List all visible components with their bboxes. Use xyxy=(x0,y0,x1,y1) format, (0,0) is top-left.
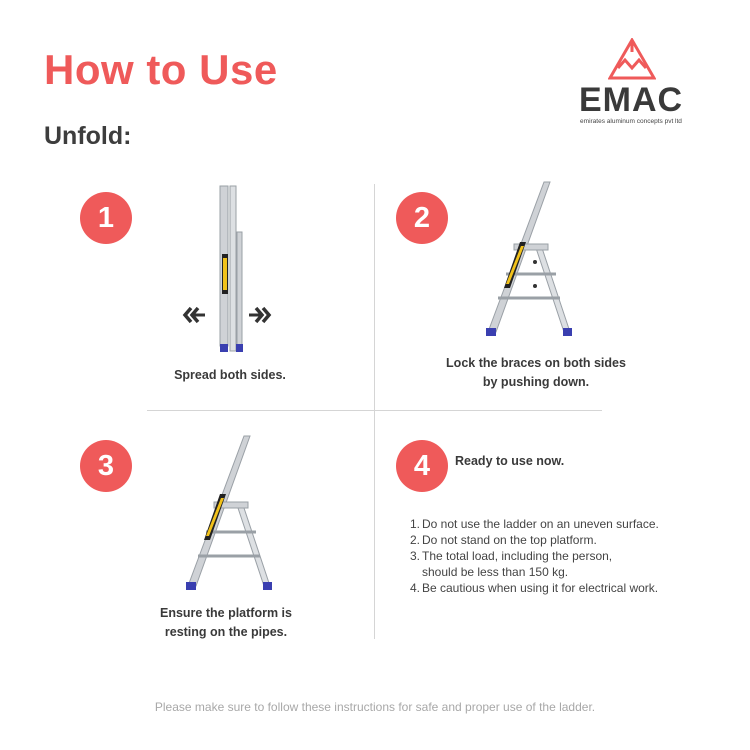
logo-tagline: emirates aluminum concepts pvt ltd xyxy=(580,118,682,125)
step-1-badge: 1 xyxy=(80,192,132,244)
step-3-badge: 3 xyxy=(80,440,132,492)
ladder-open-icon xyxy=(470,178,580,338)
emac-logo-icon xyxy=(608,38,656,80)
ladder-folded-icon xyxy=(180,184,280,356)
arrow-left-icon xyxy=(182,306,206,324)
safety-notes xyxy=(410,516,710,596)
brand-logo xyxy=(572,38,692,128)
list-item: 2. Do not stand on the top platform. xyxy=(410,533,597,547)
step-1-caption: Spread both sides. xyxy=(174,368,286,382)
vertical-divider xyxy=(374,184,375,639)
footer-note: Please make sure to follow these instructions for safe and proper use of the ladder. xyxy=(154,700,596,714)
logo-wordmark: EMAC xyxy=(578,81,684,119)
section-subtitle: Unfold: xyxy=(44,122,132,150)
list-item: 1. Do not use the ladder on an uneven surface. xyxy=(410,517,659,531)
page-title: How to Use xyxy=(44,46,278,93)
ladder-open-icon xyxy=(170,432,280,592)
step-3-caption: Ensure the platform is resting on the pipes. xyxy=(160,606,292,639)
arrow-right-icon xyxy=(248,306,272,324)
step-2-caption: Lock the braces on both sides by pushing down. xyxy=(446,356,626,389)
step-2-badge: 2 xyxy=(396,192,448,244)
step-4-caption: Ready to use now. xyxy=(455,454,565,468)
list-item: 3. The total load, including the person, should be less than 150 kg. xyxy=(410,549,613,579)
step-4-badge: 4 xyxy=(396,440,448,492)
horizontal-divider xyxy=(147,410,602,411)
list-item: 4. Be cautious when using it for electrical work. xyxy=(410,581,659,595)
